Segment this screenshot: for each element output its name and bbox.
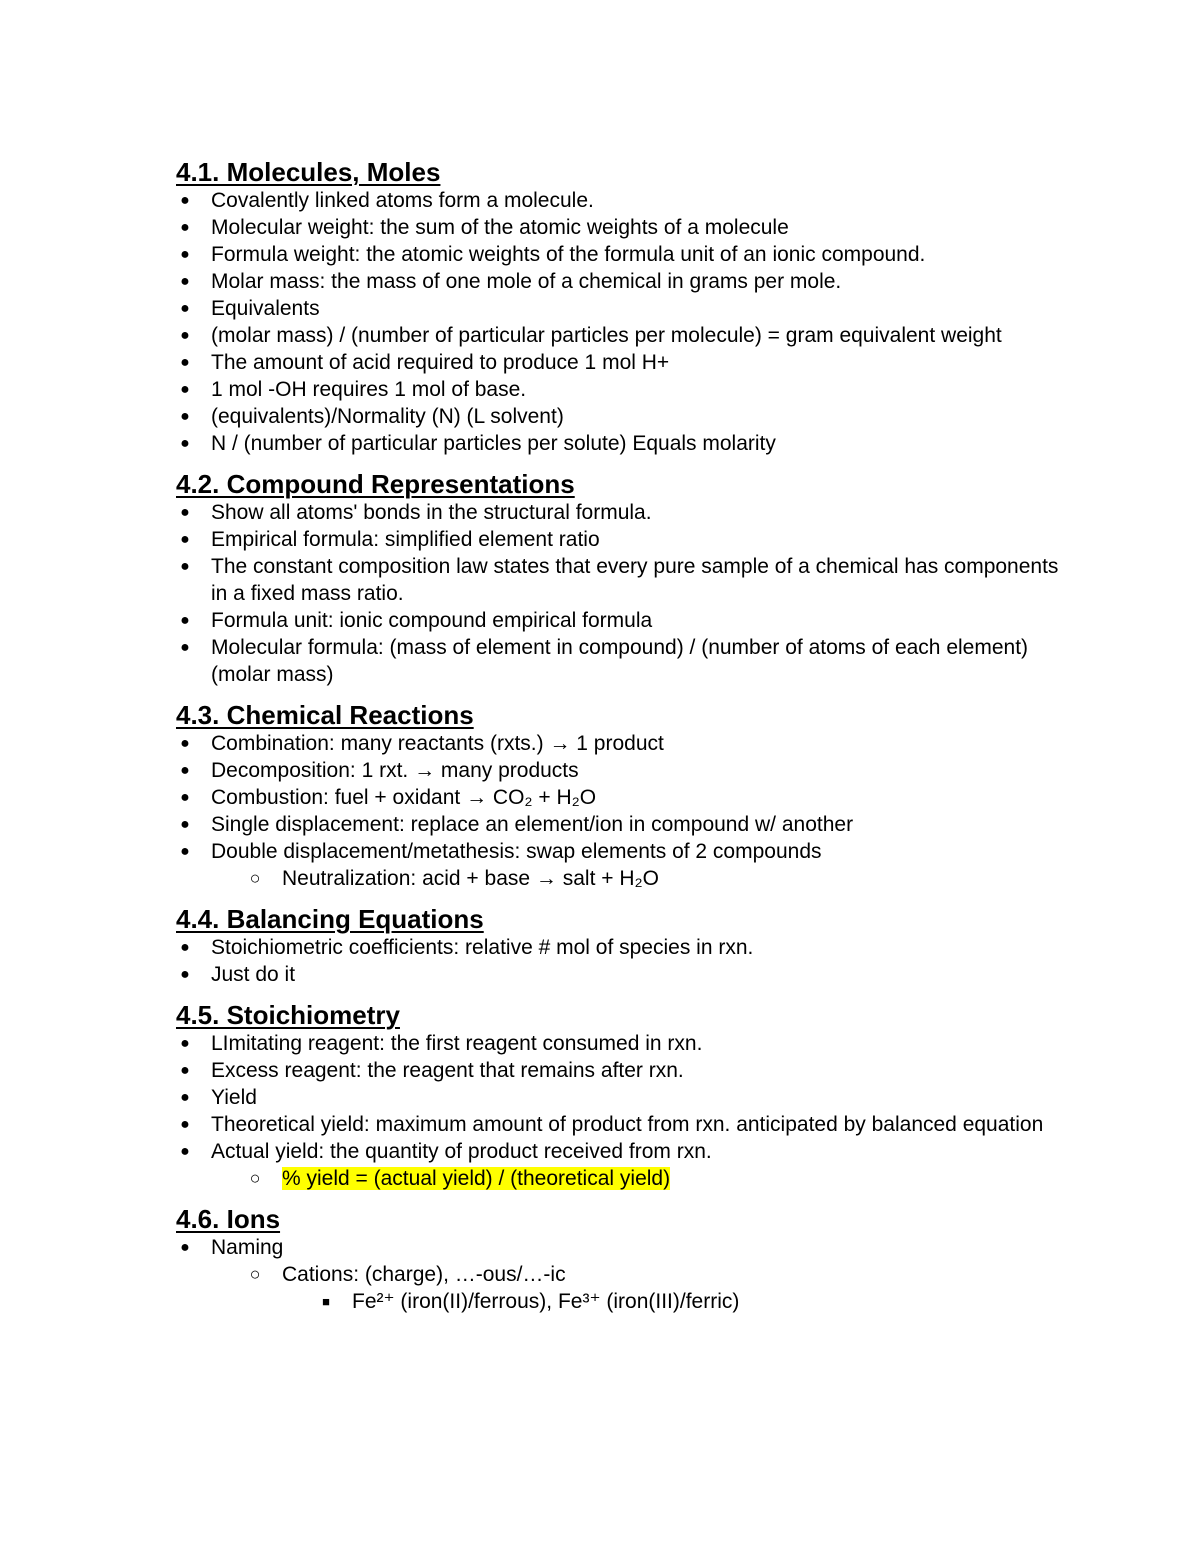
filled-circle-bullet-icon: ● xyxy=(180,354,190,371)
filled-circle-bullet-icon: ● xyxy=(180,435,190,452)
bullet-list xyxy=(176,934,1076,988)
item-text: Theoretical yield: maximum amount of product from rxn. anticipated by balanced equation xyxy=(211,1113,1044,1136)
filled-circle-bullet-icon: ● xyxy=(180,408,190,425)
item-text: Formula weight: the atomic weights of the formula unit of an ionic compound. xyxy=(211,243,926,266)
item-text: Cations: (charge), …-ous/…-ic xyxy=(282,1263,566,1286)
filled-circle-bullet-icon: ● xyxy=(180,1143,190,1160)
filled-circle-bullet-icon: ● xyxy=(180,789,190,806)
item-text: N / (number of particular particles per solute) Equals molarity xyxy=(211,432,776,455)
hollow-circle-bullet-icon: ○ xyxy=(249,1264,261,1284)
list-item xyxy=(176,241,1076,268)
section-title: 4.5. Stoichiometry xyxy=(176,1000,400,1030)
section-compound-representations xyxy=(176,469,1076,688)
item-text: The constant composition law states that every pure sample of a chemical has components in a fixed mass ratio. xyxy=(211,555,1059,605)
filled-circle-bullet-icon: ● xyxy=(180,273,190,290)
list-item xyxy=(176,1030,1076,1057)
filled-circle-bullet-icon: ● xyxy=(180,192,190,209)
filled-circle-bullet-icon: ● xyxy=(180,1062,190,1079)
item-text: Combustion: fuel + oxidant → CO₂ + H₂O xyxy=(211,786,597,809)
filled-circle-bullet-icon: ● xyxy=(180,1116,190,1133)
item-text: Formula unit: ionic compound empirical formula xyxy=(211,609,653,632)
item-text: (molar mass) / (number of particular particles per molecule) = gram equivalent weight xyxy=(211,324,1002,347)
filled-circle-bullet-icon: ● xyxy=(180,327,190,344)
item-text: Equivalents xyxy=(211,297,320,320)
item-text: (equivalents)/Normality (N) (L solvent) xyxy=(211,405,564,428)
list-item xyxy=(176,757,1076,784)
list-item xyxy=(176,1111,1076,1138)
item-text: The amount of acid required to produce 1 mol H+ xyxy=(211,351,670,374)
item-text: Naming xyxy=(211,1236,284,1259)
item-text: Show all atoms' bonds in the structural formula. xyxy=(211,501,652,524)
item-text: Double displacement/metathesis: swap elements of 2 compounds xyxy=(211,840,822,863)
bullet-list xyxy=(176,187,1076,457)
item-text: Excess reagent: the reagent that remains after rxn. xyxy=(211,1059,684,1082)
bullet-list xyxy=(176,499,1076,688)
notes-page xyxy=(176,157,1076,1327)
filled-circle-bullet-icon: ● xyxy=(180,939,190,956)
filled-circle-bullet-icon: ● xyxy=(180,219,190,236)
list-item xyxy=(176,811,1076,838)
list-item xyxy=(176,499,1076,526)
sub-list-item xyxy=(176,865,1076,892)
list-item xyxy=(176,295,1076,322)
item-text: Decomposition: 1 rxt. → many products xyxy=(211,759,579,782)
list-item xyxy=(176,376,1076,403)
item-text: Molecular weight: the sum of the atomic weights of a molecule xyxy=(211,216,789,239)
section-molecules-moles xyxy=(176,157,1076,457)
item-text: LImitating reagent: the first reagent consumed in rxn. xyxy=(211,1032,703,1055)
item-text: Stoichiometric coefficients: relative # mol of species in rxn. xyxy=(211,936,754,959)
filled-circle-bullet-icon: ● xyxy=(180,1089,190,1106)
filled-circle-bullet-icon: ● xyxy=(180,246,190,263)
list-item xyxy=(176,1234,1076,1261)
filled-circle-bullet-icon: ● xyxy=(180,843,190,860)
list-item xyxy=(176,322,1076,349)
section-stoichiometry xyxy=(176,1000,1076,1192)
list-item xyxy=(176,430,1076,457)
item-text: Yield xyxy=(211,1086,257,1109)
filled-circle-bullet-icon: ● xyxy=(180,1239,190,1256)
section-title: 4.6. Ions xyxy=(176,1204,281,1234)
list-item xyxy=(176,214,1076,241)
list-item xyxy=(176,187,1076,214)
item-text: Actual yield: the quantity of product received from rxn. xyxy=(211,1140,712,1163)
filled-circle-bullet-icon: ● xyxy=(180,639,190,656)
filled-circle-bullet-icon: ● xyxy=(180,531,190,548)
filled-circle-bullet-icon: ● xyxy=(180,816,190,833)
item-text: Single displacement: replace an element/ion in compound w/ another xyxy=(211,813,854,836)
section-title: 4.4. Balancing Equations xyxy=(176,904,484,934)
item-text: Just do it xyxy=(211,963,296,986)
list-item xyxy=(176,634,1076,688)
filled-circle-bullet-icon: ● xyxy=(180,966,190,983)
hollow-circle-bullet-icon: ○ xyxy=(249,1168,261,1188)
highlighted-formula: % yield = (actual yield) / (theoretical yield) xyxy=(282,1167,671,1190)
list-item xyxy=(176,526,1076,553)
item-text: Combination: many reactants (rxts.) → 1 product xyxy=(211,732,664,755)
hollow-circle-bullet-icon: ○ xyxy=(249,868,261,888)
list-item xyxy=(176,607,1076,634)
list-item xyxy=(176,268,1076,295)
list-item xyxy=(176,349,1076,376)
list-item xyxy=(176,553,1076,607)
filled-circle-bullet-icon: ● xyxy=(180,381,190,398)
list-item xyxy=(176,1084,1076,1111)
filled-circle-bullet-icon: ● xyxy=(180,735,190,752)
section-balancing-equations xyxy=(176,904,1076,988)
item-text: Neutralization: acid + base → salt + H₂O xyxy=(282,867,659,890)
filled-circle-bullet-icon: ● xyxy=(180,612,190,629)
section-ions xyxy=(176,1204,1076,1315)
section-title: 4.2. Compound Representations xyxy=(176,469,575,499)
section-title: 4.1. Molecules, Moles xyxy=(176,157,441,187)
square-bullet-icon: ■ xyxy=(322,1294,330,1309)
list-item xyxy=(176,1057,1076,1084)
list-item xyxy=(176,1138,1076,1165)
list-item xyxy=(176,784,1076,811)
list-item xyxy=(176,838,1076,865)
list-item xyxy=(176,961,1076,988)
filled-circle-bullet-icon: ● xyxy=(180,504,190,521)
item-text: Molar mass: the mass of one mole of a chemical in grams per mole. xyxy=(211,270,842,293)
list-item xyxy=(176,934,1076,961)
bullet-list xyxy=(176,730,1076,892)
section-chemical-reactions xyxy=(176,700,1076,892)
filled-circle-bullet-icon: ● xyxy=(180,1035,190,1052)
item-text: Covalently linked atoms form a molecule. xyxy=(211,189,594,212)
item-text: Empirical formula: simplified element ratio xyxy=(211,528,600,551)
list-item xyxy=(176,730,1076,757)
filled-circle-bullet-icon: ● xyxy=(180,558,190,575)
filled-circle-bullet-icon: ● xyxy=(180,762,190,779)
section-title: 4.3. Chemical Reactions xyxy=(176,700,474,730)
list-item xyxy=(176,403,1076,430)
bullet-list xyxy=(176,1234,1076,1315)
sub-sub-list-item xyxy=(176,1288,1076,1315)
sub-list-item xyxy=(176,1261,1076,1288)
sub-list-item xyxy=(176,1165,1076,1192)
item-text: 1 mol -OH requires 1 mol of base. xyxy=(211,378,527,401)
bullet-list xyxy=(176,1030,1076,1192)
filled-circle-bullet-icon: ● xyxy=(180,300,190,317)
item-text: Fe²⁺ (iron(II)/ferrous), Fe³⁺ (iron(III)/ferric) xyxy=(352,1290,740,1313)
item-text: Molecular formula: (mass of element in compound) / (number of atoms of each element) (molar mass) xyxy=(211,636,1029,686)
